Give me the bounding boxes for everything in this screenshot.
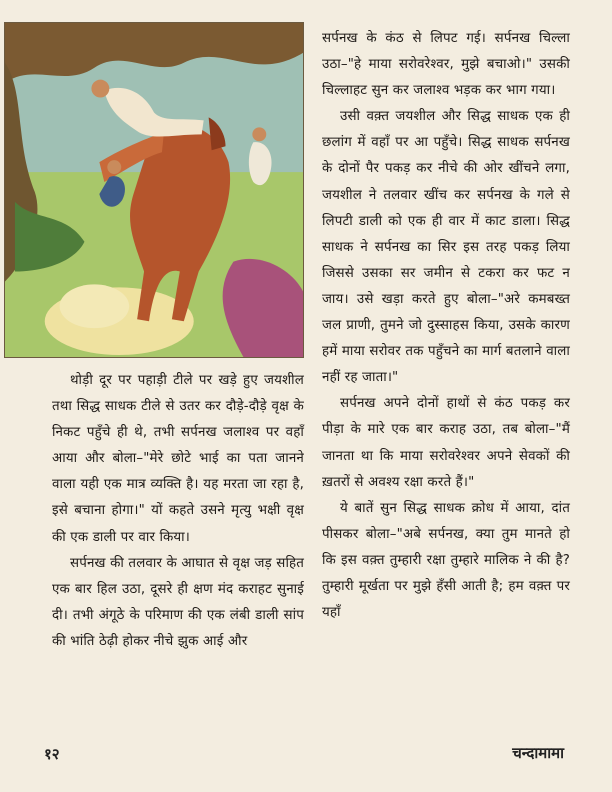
paragraph: उसी वक़्त जयशील और सिद्ध साधक एक ही छलांग में वहाँ पर आ पहुँचे। सिद्ध साधक सर्पनख के दोनों पैर पकड़ कर नीचे की ओर खींचने लगा, जयशील ने तलवार खींच कर सर्पनख के गले से लिपटी डाली को एक ही वार में काट डाला। सिद्ध साधक ने सर्पनख का सिर इस तरह पकड़ लिया जिससे उसका सर जमीन से टकरा कर फट न जाय। उसे खड़ा करते हुए बोला–"अरे कमबख्त जल प्राणी, तुमने जो दुस्साहस किया, उसके कारण हमें माया सरोवर तक पहुँचने का मार्ग बतलाने वाला नहीं रह जाता।"	[322, 109, 570, 386]
page-number: १२	[44, 745, 60, 763]
story-illustration	[4, 22, 304, 358]
left-text-column	[52, 368, 304, 655]
paragraph: ये बातें सुन सिद्ध साधक क्रोध में आया, दांत पीसकर बोला–"अबे सर्पनख, क्या तुम मानते हो कि इस वक़्त तुम्हारी रक्षा तुम्हारे मालिक ने की है? तुम्हारी मूर्खता पर मुझे हँसी आती है; हम वक़्त पर यहाँ	[322, 500, 570, 621]
paragraph: सर्पनख के कंठ से लिपट गई। सर्पनख चिल्ला उठा–"हे माया सरोवरेश्वर, मुझे बचाओ।" उसकी चिल्लाहट सुन कर जलाश्व भड़क कर भाग गया।	[322, 31, 570, 99]
paragraph: थोड़ी दूर पर पहाड़ी टीले पर खड़े हुए जयशील तथा सिद्ध साधक टीले से उतर कर दौड़े-दौड़े वृक्ष के निकट पहुँचे ही थे, तभी सर्पनख जलाश्व पर वहाँ आया और बोला–"मेरे छोटे भाई का पता जानने वाला यही एक मात्र व्यक्ति है। यह मरता जा रहा है, इसे बचाना होगा।" यों कहते उसने मृत्यु भक्षी वृक्ष की एक डाली पर वार किया।	[52, 373, 304, 545]
right-text-column	[322, 26, 570, 626]
magazine-name: चन्दामामा	[512, 744, 564, 762]
paragraph: सर्पनख की तलवार के आघात से वृक्ष जड़ सहित एक बार हिल उठा, दूसरे ही क्षण मंद कराहट सुनाई दी। तभी अंगूठे के परिमाण की एक लंबी डाली सांप की भांति ठेढ़ी होकर नीचे झुक आई और	[52, 555, 304, 649]
illustration-art	[5, 23, 303, 357]
paragraph: सर्पनख अपने दोनों हाथों से कंठ पकड़ कर पीड़ा के मारे एक बार कराह उठा, तब बोला–"मैं जानता था कि माया सरोवरेश्वर अपने सेवकों की ख़तरों से अवश्य रक्षा करते हैं।"	[322, 396, 570, 490]
